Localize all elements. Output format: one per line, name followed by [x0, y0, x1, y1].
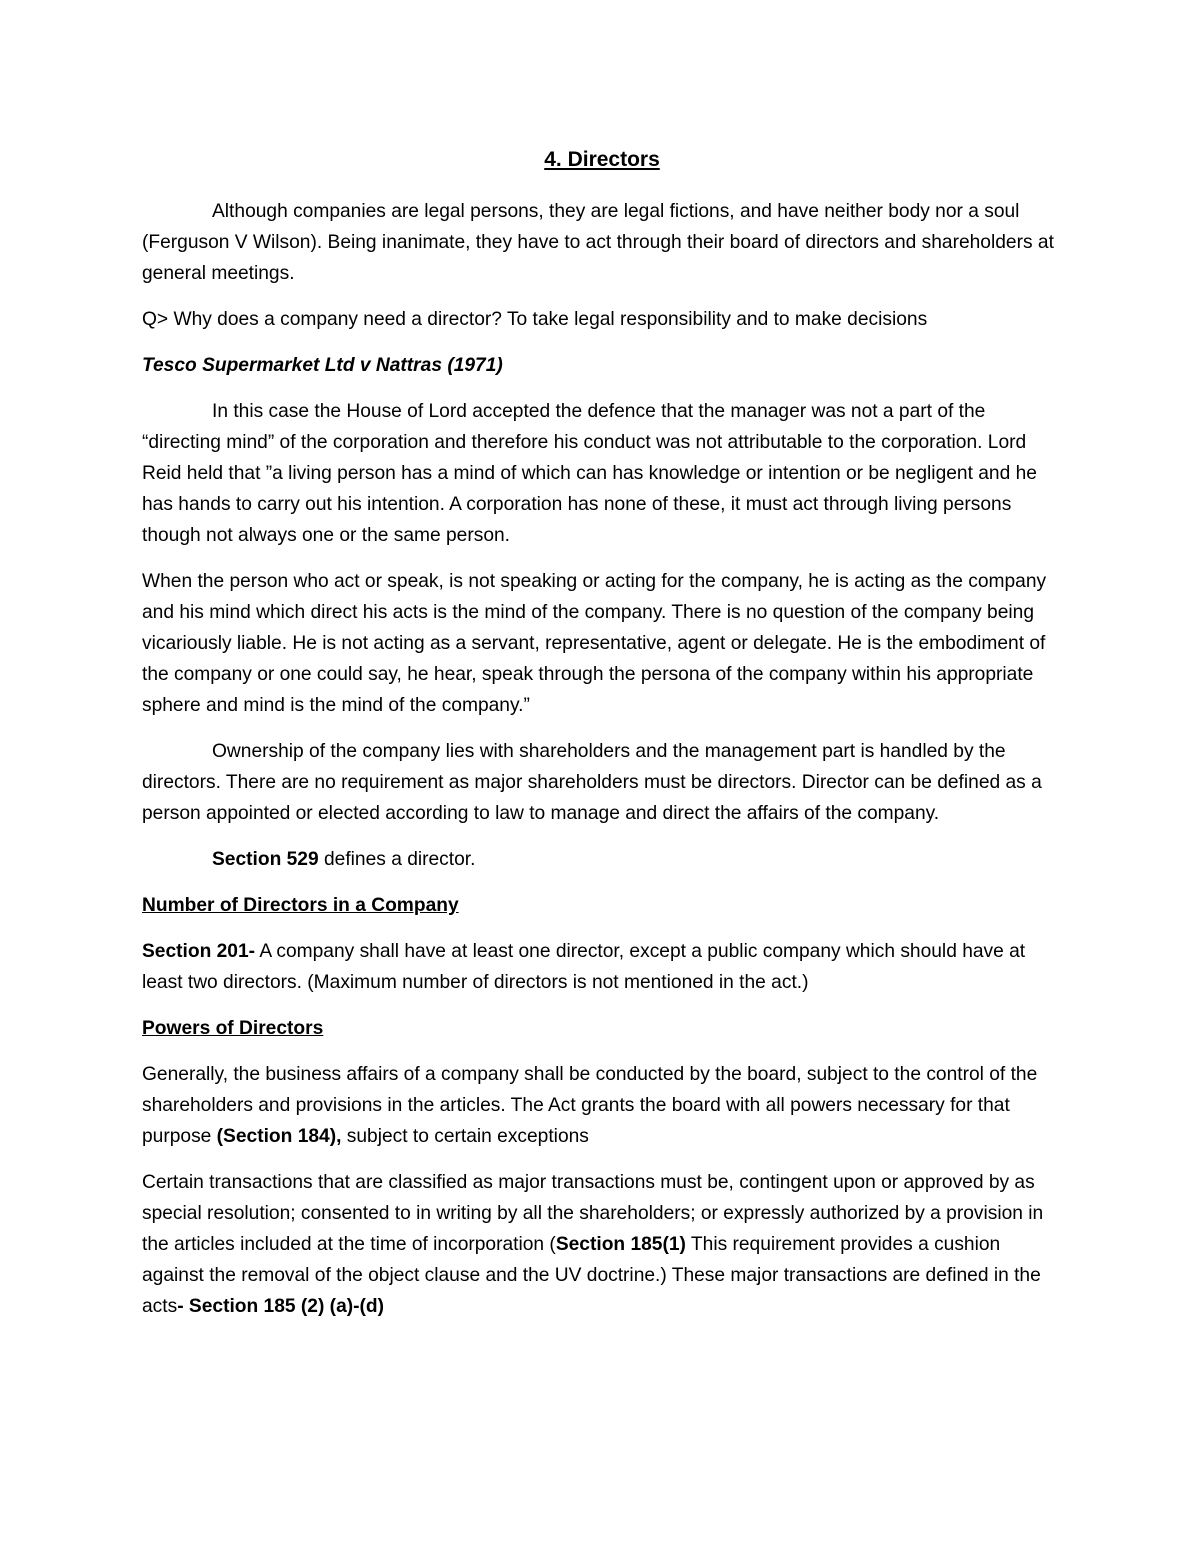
ownership-paragraph: Ownership of the company lies with shareholders and the management part is handled by the directors. There are no requirement as major shareholders must be directors. Director can be defined as a person appointed or elected according to law to manage and direct the affairs of the company. [142, 741, 1042, 824]
section-reference: Section 185(1) [555, 1234, 686, 1255]
section-reference: (Section 184), [216, 1126, 342, 1147]
quote-paragraph: When the person who act or speak, is not speaking or acting for the company, he is acting as the company and his mind which direct his acts is the mind of the company. There is no question of the company being vicariously liable. He is not acting as a servant, representative, agent or delegate. He is the embodiment of the company or one could say, he hear, speak through the persona of the company within his appropriate sphere and mind is the mind of the company.” [142, 571, 1047, 716]
section-heading-number-of-directors: Number of Directors in a Company [142, 895, 459, 916]
section-reference: - Section 185 (2) (a)-(d) [177, 1296, 385, 1317]
powers-paragraph [142, 1059, 1062, 1152]
powers-text-before: Generally, the business affairs of a company shall be conducted by the board, subject to the control of the shareholders and provisions in the articles. The Act grants the board with all powers necessary for that purpose [142, 1064, 1038, 1147]
number-text: A company shall have at least one director, except a public company which should have at least two directors. (Maximum number of directors is not mentioned in the act.) [142, 941, 1026, 993]
number-paragraph [142, 936, 1062, 998]
case-paragraph: In this case the House of Lord accepted the defence that the manager was not a part of the “directing mind” of the corporation and therefore his conduct was not attributable to the corporation. Lord Reid held that ”a living person has a mind of which can has knowledge or intention or be negligent and he has hands to carry out his intention. A corporation has none of these, it must act through living persons though not always one or the same person. [142, 401, 1037, 546]
page-title: 4. Directors [544, 148, 660, 171]
powers-text-after: subject to certain exceptions [341, 1126, 589, 1147]
transactions-text-middle: This requirement provides a cushion against the removal of the object clause and the UV doctrine.) These major transactions are defined in the acts [142, 1234, 1041, 1317]
document-content [142, 144, 1062, 1337]
section-reference: Section 201- [142, 941, 256, 962]
case-title: Tesco Supermarket Ltd v Nattras (1971) [142, 355, 503, 376]
question-paragraph: Q> Why does a company need a director? To take legal responsibility and to make decisions [142, 309, 928, 330]
transactions-text-before: Certain transactions that are classified as major transactions must be, contingent upon or approved by as special resolution; consented to in writing by all the shareholders; or expressly authorized by a provision in the articles included at the time of incorporation ( [142, 1172, 1044, 1255]
intro-paragraph: Although companies are legal persons, they are legal fictions, and have neither body nor a soul (Ferguson V Wilson). Being inanimate, they have to act through their board of directors and shareholders at general meetings. [142, 201, 1054, 284]
section-reference: Section 529 [212, 849, 319, 870]
section-heading-powers-of-directors: Powers of Directors [142, 1018, 324, 1039]
definition-text: defines a director. [318, 849, 476, 870]
definition-paragraph [142, 844, 1062, 875]
transactions-paragraph [142, 1167, 1062, 1322]
